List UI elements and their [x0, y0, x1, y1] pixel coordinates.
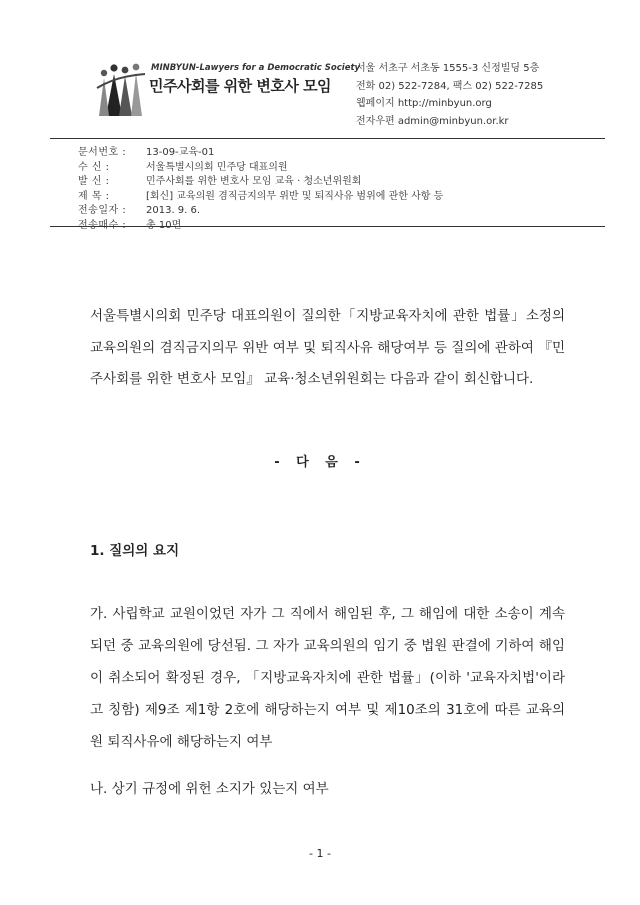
- meta-row: [78, 146, 443, 161]
- meta-label: 문서번호 :: [78, 147, 127, 158]
- question-item-na: 나. 상기 규정에 위헌 소지가 있는지 여부: [90, 781, 329, 797]
- question-item-ga: 가. 사립학교 교원이었던 자가 그 직에서 해임된 후, 그 해임에 대한 소송이 계속되던 중 교육의원에 당선됨. 그 자가 교육의원의 임기 중 법원 판결에 기하여 해임이 취소되어 확정된 경우, 「지방교육자치에 관한 법률」(이하 '교육자치법'이라고 칭함) 제9조 제1항 2호에 해당하는지 여부 및 제10조의 31호에 따른 교육의원 퇴직사유에 해당하는지 여부: [90, 606, 565, 750]
- document-meta: [78, 146, 443, 234]
- meta-row: [78, 204, 443, 219]
- contact-email: 전자우편 admin@minbyun.or.kr: [356, 115, 509, 127]
- meta-value: 민주사회를 위한 변호사 모임 교육 · 청소년위원회: [146, 176, 362, 188]
- meta-value: [회신] 교육의원 겸직금지의무 위반 및 퇴직사유 범위에 관한 사항 등: [146, 190, 444, 202]
- meta-row: [78, 161, 443, 176]
- people-figures-icon: [95, 58, 151, 122]
- logo-english-text: MINBYUN-Lawyers for a Democratic Society: [151, 63, 361, 73]
- section-heading: 1. 질의의 요지: [90, 543, 180, 559]
- meta-divider: [50, 226, 605, 227]
- meta-row: [78, 175, 443, 190]
- contact-website: 웹페이지 http://minbyun.org: [356, 98, 492, 109]
- meta-label: 전송일자 :: [78, 205, 127, 217]
- meta-value: 2013. 9. 6.: [146, 205, 201, 217]
- contact-address: 서울 서초구 서초동 1555-3 신정빌딩 5층: [356, 63, 540, 74]
- organization-logo: [95, 58, 361, 124]
- center-title: - 다 음 -: [274, 455, 366, 470]
- logo-korean-text: 민주사회를 위한 변호사 모임: [149, 77, 332, 95]
- meta-label: 발 신 :: [78, 176, 110, 188]
- meta-row: [78, 190, 443, 205]
- meta-value: 총 10면: [146, 219, 182, 231]
- page-number: - 1 -: [309, 847, 331, 860]
- meta-label: 전송매수 :: [78, 219, 127, 231]
- contact-phone: 전화 02) 522-7284, 팩스 02) 522-7285: [356, 80, 544, 92]
- meta-value: 13-09-교육-01: [146, 147, 215, 158]
- intro-paragraph: 서울특별시의회 민주당 대표의원이 질의한「지방교육자치에 관한 법률」소정의 교육의원의 겸직금지의무 위반 여부 및 퇴직사유 해당여부 등 질의에 관하여 『민주사회를 위한 변호사 모임』 교육·청소년위원회는 다음과 같이 회신합니다.: [90, 308, 565, 387]
- header-divider: [50, 138, 605, 139]
- contact-info: [356, 60, 543, 130]
- meta-label: 수 신 :: [78, 161, 110, 173]
- meta-label: 제 목 :: [78, 190, 110, 202]
- meta-value: 서울특별시의회 민주당 대표의원: [146, 161, 288, 173]
